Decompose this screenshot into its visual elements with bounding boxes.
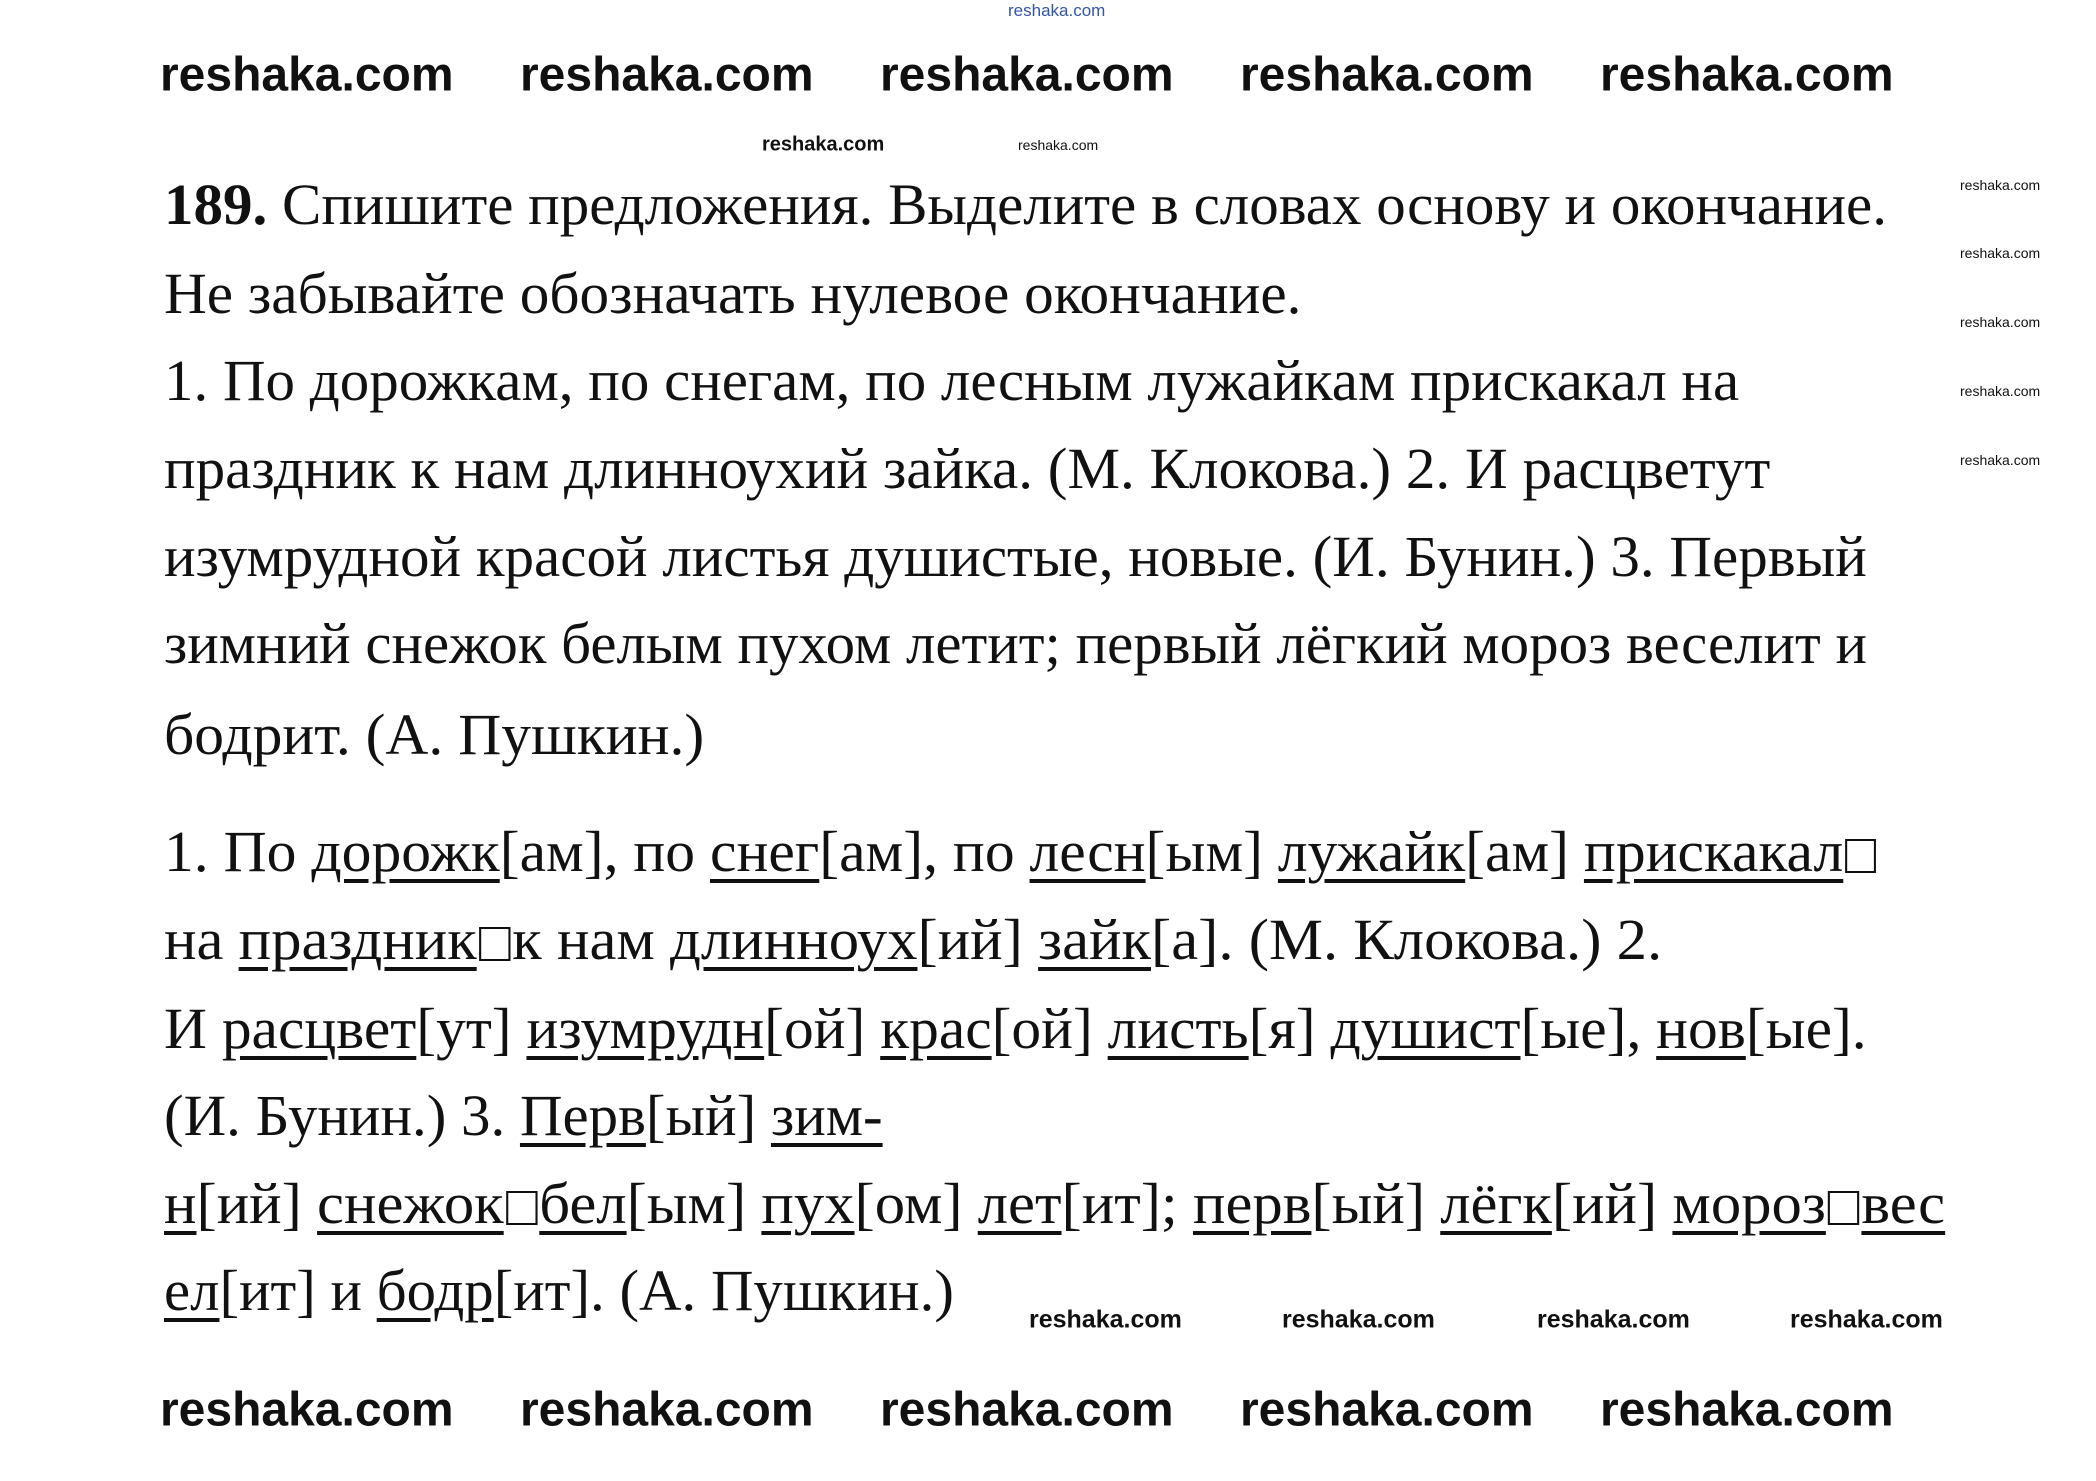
text-segment: бодрит. (А. Пушкин.)	[164, 702, 705, 767]
exercise-number: 189.	[164, 172, 268, 237]
word-stem: прискакал	[1583, 819, 1844, 884]
watermark: reshaka.com	[520, 48, 814, 102]
text-segment: 1. По дорожкам, по снегам, по лесным лужайкам прискакал на	[164, 348, 1740, 413]
watermark: reshaka.com	[1240, 1383, 1534, 1437]
word-stem: зайк	[1038, 907, 1152, 972]
text-segment: (И. Бунин.) 3.	[164, 1083, 520, 1148]
watermark: reshaka.com	[1960, 452, 2041, 468]
watermark: reshaka.com	[1029, 1305, 1182, 1334]
null-ending-box	[1845, 839, 1876, 873]
text-segment: [ут]	[416, 996, 527, 1061]
word-stem: крас	[880, 996, 992, 1061]
text-segment: [ам], по	[819, 819, 1030, 884]
text-segment: [ий]	[917, 907, 1039, 972]
watermark: reshaka.com	[1008, 1, 1106, 20]
watermark: reshaka.com	[762, 133, 885, 156]
text-segment: [ом]	[854, 1171, 978, 1236]
exercise-line	[164, 173, 1887, 237]
answer-line	[164, 1084, 883, 1148]
word-stem: пух	[761, 1171, 855, 1236]
exercise-line	[164, 262, 1301, 326]
watermark: reshaka.com	[1960, 177, 2041, 193]
exercise-line	[164, 525, 1867, 589]
text-segment: [ый]	[1311, 1171, 1441, 1236]
text-segment: [ым]	[626, 1171, 762, 1236]
word-stem: бодр	[376, 1258, 494, 1323]
exercise-line	[164, 349, 1739, 413]
answer-line	[164, 1172, 1945, 1236]
word-stem: листь	[1107, 996, 1249, 1061]
word-stem: душист	[1330, 996, 1521, 1061]
text-segment: [ам]	[1465, 819, 1584, 884]
word-stem: зим-	[770, 1083, 883, 1148]
watermark: reshaka.com	[880, 1383, 1174, 1437]
text-segment: Не забывайте обозначать нулевое окончание.	[164, 261, 1302, 326]
answer-line	[164, 820, 1878, 884]
text-segment: [ой]	[991, 996, 1108, 1061]
word-stem: бел	[539, 1171, 627, 1236]
text-segment: И	[164, 996, 222, 1061]
word-stem: мороз	[1672, 1171, 1826, 1236]
watermark: reshaka.com	[1537, 1305, 1690, 1334]
word-stem: праздник	[238, 907, 477, 972]
text-segment: [ит]. (А. Пушкин.)	[493, 1258, 954, 1323]
watermark: reshaka.com	[1600, 48, 1894, 102]
text-segment: [ой]	[764, 996, 881, 1061]
exercise-line	[164, 703, 704, 767]
word-stem: лет	[977, 1171, 1062, 1236]
text-segment: [ий]	[196, 1171, 318, 1236]
watermark: reshaka.com	[1600, 1383, 1894, 1437]
word-stem: вес	[1861, 1171, 1946, 1236]
word-stem: перв	[1192, 1171, 1312, 1236]
watermark: reshaka.com	[160, 48, 454, 102]
word-stem: нов	[1656, 996, 1746, 1061]
word-stem: снежок	[317, 1171, 504, 1236]
text-segment: Спишите предложения. Выделите в словах основу и окончание.	[267, 172, 1887, 237]
text-segment: [ый]	[645, 1083, 771, 1148]
word-stem: дорожк	[311, 819, 500, 884]
null-ending-box	[506, 1191, 537, 1225]
text-segment: [а]. (М. Клокова.) 2.	[1151, 907, 1663, 972]
text-segment: [я]	[1248, 996, 1331, 1061]
text-segment: [ые],	[1520, 996, 1657, 1061]
watermark: reshaka.com	[1240, 48, 1534, 102]
watermark: reshaka.com	[1282, 1305, 1435, 1334]
word-stem: лёгк	[1440, 1171, 1552, 1236]
text-segment: [ам], по	[499, 819, 710, 884]
text-segment: зимний снежок белым пухом летит; первый лёгкий мороз веселит и	[164, 611, 1867, 676]
word-stem: изумрудн	[526, 996, 765, 1061]
watermark: reshaka.com	[1790, 1305, 1943, 1334]
exercise-line	[164, 612, 1867, 676]
text-segment: к нам	[512, 907, 671, 972]
watermark: reshaka.com	[1960, 383, 2041, 399]
text-segment: праздник к нам длинноухий зайка. (М. Клокова.) 2. И расцветут	[164, 436, 1771, 501]
watermark: reshaka.com	[1960, 314, 2041, 330]
word-stem: лужайк	[1277, 819, 1466, 884]
null-ending-box	[1828, 1191, 1859, 1225]
word-stem: длинноух	[670, 907, 918, 972]
word-stem: Перв	[519, 1083, 646, 1148]
answer-line	[164, 997, 1867, 1061]
word-stem: снег	[709, 819, 820, 884]
answer-line	[164, 908, 1662, 972]
null-ending-box	[479, 927, 510, 961]
watermark: reshaka.com	[880, 48, 1174, 102]
word-stem: расцвет	[221, 996, 417, 1061]
answer-line	[164, 1259, 954, 1323]
word-stem: лесн	[1029, 819, 1146, 884]
watermark: reshaka.com	[520, 1383, 814, 1437]
exercise-line	[164, 437, 1770, 501]
text-segment: на	[164, 907, 239, 972]
word-stem: н	[164, 1171, 197, 1236]
word-stem: ел	[164, 1258, 220, 1323]
watermark: reshaka.com	[1960, 245, 2041, 261]
watermark: reshaka.com	[160, 1383, 454, 1437]
watermark: reshaka.com	[1018, 137, 1099, 153]
text-segment: [ые].	[1745, 996, 1867, 1061]
text-segment: [ым]	[1145, 819, 1278, 884]
text-segment: [ий]	[1551, 1171, 1673, 1236]
text-segment: [ит];	[1061, 1171, 1193, 1236]
text-segment: 1. По	[164, 819, 312, 884]
text-segment: изумрудной красой листья душистые, новые. (И. Бунин.) 3. Первый	[164, 524, 1867, 589]
text-segment: [ит] и	[219, 1258, 377, 1323]
